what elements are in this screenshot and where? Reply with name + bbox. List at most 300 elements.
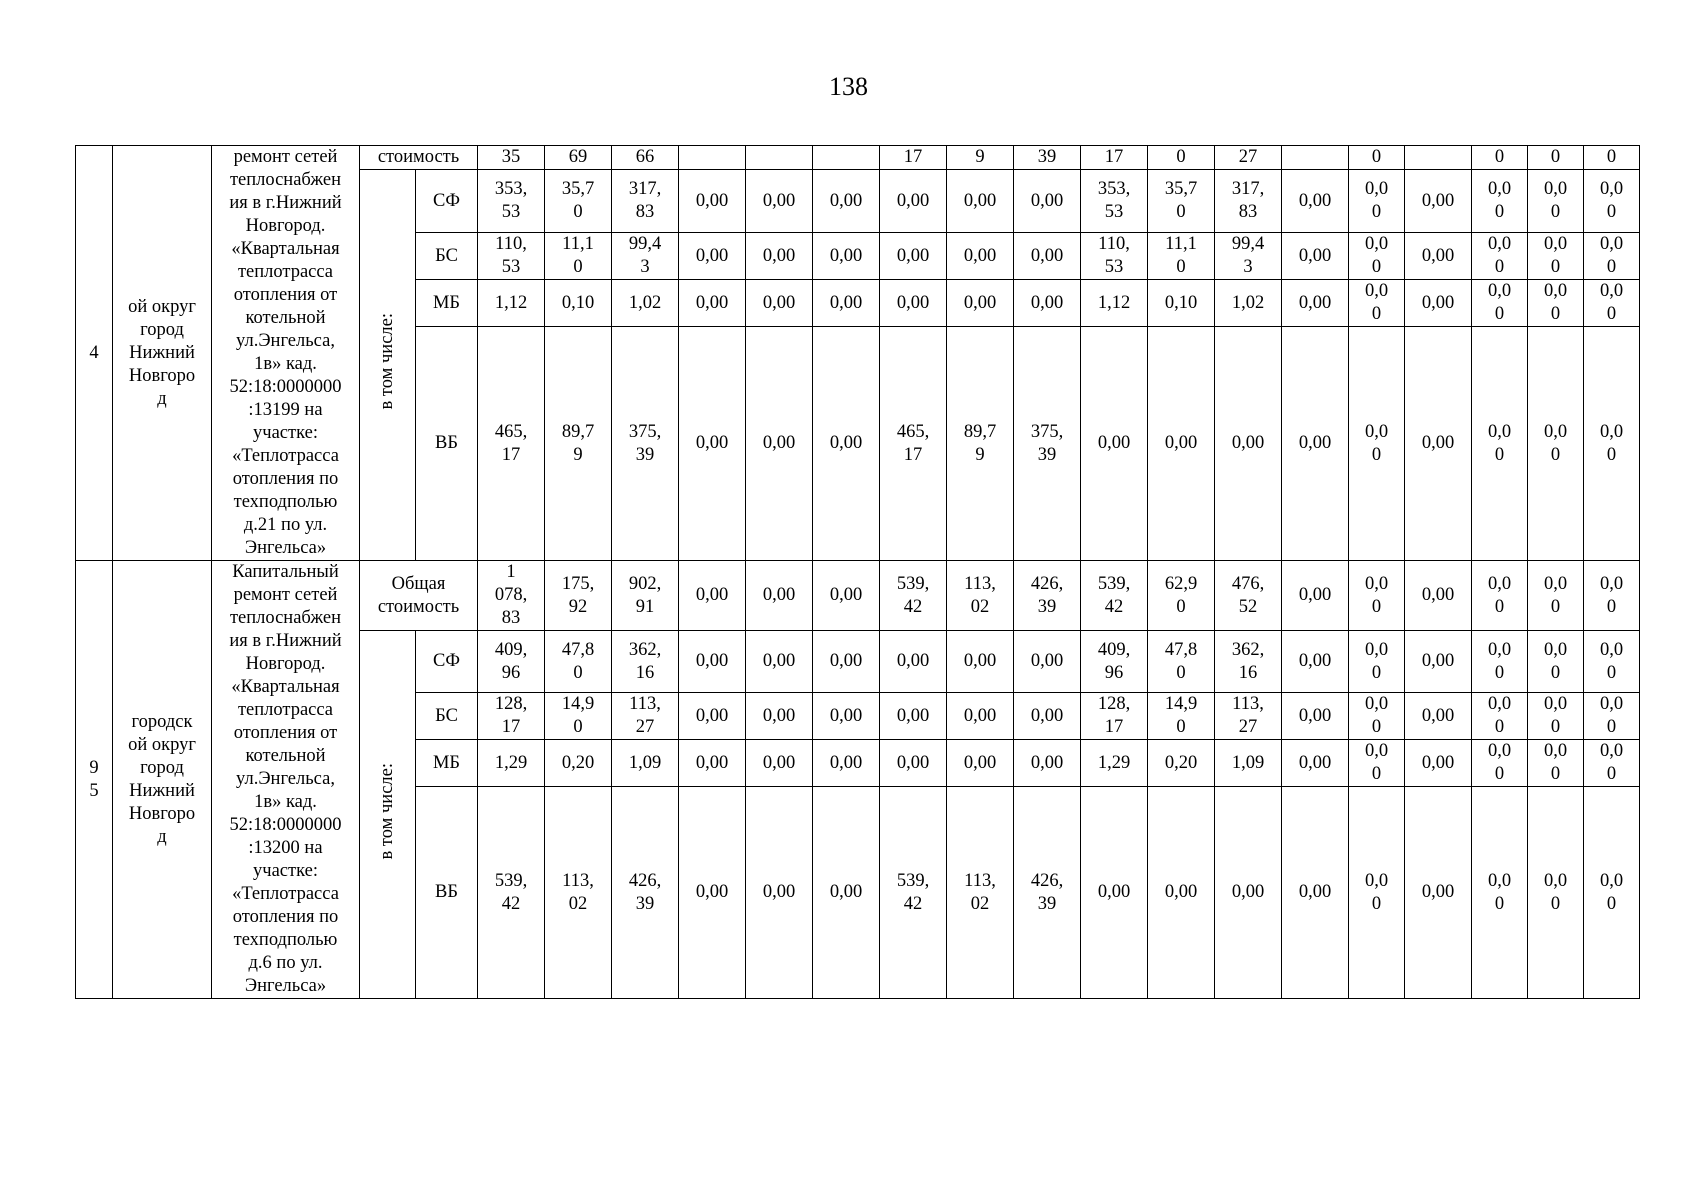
municipality-cell-line: город [140,757,184,778]
total-value-cell-line: 0,0 [1364,573,1389,594]
value-cell-line: 0,0 [1487,639,1512,660]
value-cell-line: 0 [573,257,583,277]
value-cell-line: 0,00 [1421,245,1455,266]
value-cell [1472,280,1528,327]
value-cell-line: 0,00 [829,705,863,726]
value-cell-line: 96 [501,662,521,683]
in-total-label-cell [360,170,416,561]
value-cell-line: 0,00 [695,292,729,313]
total-value-cell-line: 35 [501,147,521,167]
total-value-cell-line: 113, [964,573,996,594]
total-value-cell [679,146,746,170]
value-cell-line: 0 [1606,202,1617,222]
value-cell-line: 0,0 [1543,741,1568,761]
value-cell [1282,787,1349,999]
value-cell-line: 99,4 [628,234,662,254]
value-cell [478,233,545,280]
total-value-cell-line: 0,00 [829,585,863,605]
total-value-cell-line: 175, [561,573,595,594]
municipality-cell-line: Новгоро [128,365,196,386]
value-cell-line: 0,0 [1487,281,1512,301]
funding-source-code: МБ [416,740,478,787]
value-cell [679,787,746,999]
value-cell-line: 128, [494,694,528,714]
object-description-cell-line: :13199 на [248,400,323,420]
total-value-cell [612,561,679,631]
value-cell-line: 0,0 [1543,179,1568,199]
value-cell [746,631,813,693]
total-value-cell-line: 69 [568,147,588,167]
value-cell-line: 0,00 [1421,752,1455,773]
value-cell-line: 0,00 [762,433,796,453]
value-cell-line: 0,0 [1364,234,1389,254]
value-cell-line: 0,00 [695,705,729,726]
value-cell [1148,693,1215,740]
value-cell [947,327,1014,561]
value-cell-line: 17 [501,717,521,737]
value-cell [813,631,880,693]
object-description-cell-line: «Квартальная [231,677,340,697]
value-cell [679,740,746,787]
value-cell [1148,233,1215,280]
total-value-cell [746,561,813,631]
value-cell-line: 0 [1371,717,1382,737]
value-cell [545,631,612,693]
row-index-cell-line: 9 [89,757,99,778]
total-value-cell-line: 539, [896,573,930,594]
value-cell [1349,233,1405,280]
value-cell [478,787,545,999]
value-cell-line: 0,00 [695,190,729,211]
value-cell [478,327,545,561]
value-cell [1349,170,1405,233]
value-cell-line: 0 [1494,444,1505,465]
value-cell [1148,631,1215,693]
value-cell-line: 02 [970,893,990,914]
total-value-cell-line: 17 [903,147,923,167]
value-cell-line: 0,0 [1599,870,1624,891]
value-cell [1014,631,1081,693]
object-description-cell [212,146,360,561]
object-description-cell-line: 52:18:0000000 [229,815,342,835]
total-value-cell [545,561,612,631]
value-cell-line: 0,00 [829,752,863,773]
object-description-cell-line: ул.Энгельса, [236,769,335,789]
value-cell-line: 409, [1097,639,1131,660]
value-cell [679,233,746,280]
value-cell-line: 0,0 [1364,694,1389,714]
value-cell [1081,170,1148,233]
value-cell-line: 0,00 [896,705,930,726]
value-cell [1528,787,1584,999]
funding-source-code: ВБ [416,327,478,561]
object-description-cell-line: теплотрасса [237,700,334,720]
value-cell-line: 27 [635,717,655,737]
value-cell-line: 0 [1371,444,1382,465]
value-cell-line: 0,00 [762,245,796,266]
value-cell [1528,170,1584,233]
value-cell [478,693,545,740]
value-cell-line: 0,00 [1421,882,1455,902]
total-value-cell [1282,561,1349,631]
value-cell-line: 0,00 [1030,190,1064,211]
value-cell-line: 317, [1231,179,1265,199]
value-cell-line: 1,09 [628,752,662,773]
value-cell [746,327,813,561]
value-cell-line: 0 [573,202,583,222]
value-cell [1081,233,1148,280]
value-cell [1148,787,1215,999]
value-cell-line: 9 [573,444,583,465]
value-cell-line: 0,00 [1298,245,1332,266]
value-cell [1081,631,1148,693]
value-cell [880,740,947,787]
value-cell-line: 0 [1550,304,1561,324]
total-value-cell [1081,146,1148,170]
value-cell-line: 0,0 [1487,694,1512,714]
value-cell [813,327,880,561]
total-value-cell-line: 0 [1550,596,1561,617]
value-cell [1215,631,1282,693]
value-cell [746,787,813,999]
value-cell-line: 0 [1494,717,1505,737]
value-cell-line: 0 [1606,662,1617,683]
value-cell [1282,280,1349,327]
value-cell [746,170,813,233]
total-value-cell-line: 83 [501,608,521,628]
value-cell-line: 39 [635,444,655,465]
value-cell-line: 0,00 [762,752,796,773]
total-value-cell [478,561,545,631]
value-cell [612,170,679,233]
value-cell-line: 0,00 [762,882,796,902]
value-cell-line: 0,10 [561,292,595,313]
object-description-cell-line: Новгород. [245,654,326,674]
funding-source-code: СФ [416,631,478,693]
total-value-cell-line: 39 [1037,596,1057,617]
total-cost-label-line: стоимость [377,147,460,167]
total-value-cell [813,561,880,631]
value-cell [1405,280,1472,327]
value-cell-line: 0,00 [963,705,997,726]
value-cell-line: 0 [1606,257,1617,277]
value-cell-line: 1,09 [1231,752,1265,773]
value-cell-line: 0,00 [963,292,997,313]
value-cell-line: 1,02 [1231,292,1265,313]
value-cell-line: 0,00 [829,882,863,902]
funding-source-code: БС [416,233,478,280]
value-cell [880,170,947,233]
value-cell [1528,740,1584,787]
value-cell [1405,327,1472,561]
value-cell-line: 0,0 [1543,234,1568,254]
value-cell [1405,233,1472,280]
value-cell-line: 0,00 [695,245,729,266]
total-value-cell [947,146,1014,170]
value-cell-line: 47,8 [561,639,595,660]
total-cost-label-line: стоимость [377,596,460,617]
object-description-cell-line: отопления от [233,285,338,305]
funding-source-code: БС [416,693,478,740]
value-cell-line: 0 [1550,257,1561,277]
value-cell [1081,693,1148,740]
total-value-cell-line: 02 [970,596,990,617]
value-cell-line: 83 [1238,202,1258,222]
value-cell-line: 0 [1371,304,1382,324]
total-value-cell-line: 0 [1494,596,1505,617]
value-cell-line: 53 [501,202,521,222]
total-value-cell-line: 27 [1238,147,1258,167]
value-cell [1215,170,1282,233]
value-cell [1148,327,1215,561]
value-cell [478,170,545,233]
total-value-cell-line: 0,00 [1298,585,1332,605]
object-description-cell-line: Энгельса» [244,976,327,996]
total-value-cell-line: 539, [1097,573,1131,594]
value-cell-line: 0 [1606,444,1617,465]
value-cell [1472,233,1528,280]
value-cell-line: 113, [562,870,594,891]
value-cell-line: 0,00 [1421,292,1455,313]
value-cell-line: 0 [1371,764,1382,784]
value-cell-line: 3 [640,257,650,277]
value-cell-line: 0,0 [1364,421,1389,442]
object-description-cell-line: техподполью [233,492,338,512]
object-description-cell-line: «Теплотрасса [232,884,339,904]
value-cell-line: 0 [1606,717,1617,737]
value-cell-line: 0,0 [1543,639,1568,660]
value-cell [1282,327,1349,561]
value-cell [1528,327,1584,561]
total-value-cell [880,561,947,631]
value-cell [1014,787,1081,999]
value-cell [1349,327,1405,561]
total-value-cell-line: 476, [1231,573,1265,594]
total-value-cell [1081,561,1148,631]
value-cell [813,787,880,999]
total-value-cell [746,146,813,170]
value-cell-line: 113, [629,694,661,714]
value-cell [880,233,947,280]
value-cell-line: 0,00 [896,190,930,211]
value-cell-line: 0,00 [1231,882,1265,902]
total-value-cell [1014,146,1081,170]
total-cost-label [360,146,478,170]
total-value-cell-line: 902, [628,573,662,594]
object-description-cell-line: «Квартальная [231,239,340,259]
total-value-cell [1405,561,1472,631]
value-cell-line: 353, [1097,179,1131,199]
total-cost-label-line: Общая [391,573,446,594]
page-number: 138 [829,72,868,101]
total-value-cell-line: 52 [1238,596,1258,617]
object-description-cell-line: 52:18:0000000 [229,377,342,397]
value-cell-line: 0,00 [1421,190,1455,211]
value-cell [679,693,746,740]
row-index-cell [76,561,113,999]
value-cell [545,170,612,233]
value-cell [1148,280,1215,327]
object-description-cell-line: 1в» кад. [254,792,317,812]
row-index-cell [76,146,113,561]
value-cell-line: 53 [1104,257,1124,277]
object-description-cell-line: Энгельса» [244,538,327,558]
value-cell [1528,693,1584,740]
object-description-cell-line: 1в» кад. [254,354,317,374]
value-cell-line: 96 [1104,662,1124,683]
total-value-cell-line: 0 [1494,147,1505,167]
value-cell [1472,740,1528,787]
object-description-cell [212,561,360,999]
value-cell [947,740,1014,787]
total-value-cell-line: 39 [1037,147,1057,167]
value-cell [746,693,813,740]
value-cell [1472,693,1528,740]
value-cell-line: 0 [1550,764,1561,784]
value-cell [1081,327,1148,561]
value-cell [545,233,612,280]
value-cell [1215,233,1282,280]
value-cell-line: 17 [903,444,923,465]
value-cell-line: 16 [635,662,655,683]
value-cell-line: 0,00 [896,651,930,671]
value-cell-line: 0 [1550,662,1561,683]
value-cell-line: 14,9 [1164,694,1198,714]
value-cell-line: 0,00 [1231,433,1265,453]
value-cell [1282,170,1349,233]
object-description-cell-line: :13200 на [248,838,323,858]
value-cell-line: 99,4 [1231,234,1265,254]
object-description-cell-line: Новгород. [245,216,326,236]
value-cell-line: 0,0 [1543,694,1568,714]
object-description-cell-line: д.6 по ул. [248,953,323,973]
value-cell-line: 0,00 [829,433,863,453]
in-total-label: в том числе: [377,762,397,860]
municipality-cell-line: город [140,319,184,340]
value-cell-line: 42 [501,893,521,914]
object-description-cell-line: теплоснабжен [229,170,342,190]
value-cell-line: 0 [1606,304,1617,324]
value-cell-line: 409, [494,639,528,660]
total-value-cell [1282,146,1349,170]
value-cell-line: 53 [501,257,521,277]
value-cell-line: 0,00 [762,190,796,211]
value-cell-line: 113, [1232,694,1264,714]
value-cell-line: 0,0 [1487,421,1512,442]
value-cell-line: 317, [628,179,662,199]
municipality-cell-line: ой округ [128,734,196,755]
value-cell-line: 89,7 [963,421,997,442]
value-cell-line: 539, [896,870,930,891]
value-cell [1528,233,1584,280]
value-cell [679,327,746,561]
value-cell-line: 0,00 [1030,292,1064,313]
funding-source-code: МБ [416,280,478,327]
object-description-cell-line: теплоснабжен [229,608,342,628]
value-cell [1349,693,1405,740]
total-value-cell-line: 0 [1606,596,1617,617]
value-cell [679,170,746,233]
value-cell-line: 0 [1550,202,1561,222]
value-cell-line: 0,0 [1599,741,1624,761]
value-cell-line: 0,00 [829,190,863,211]
value-cell-line: 0 [1371,893,1382,914]
total-value-cell-line: 426, [1030,573,1064,594]
value-cell [1014,170,1081,233]
value-cell [1014,233,1081,280]
value-cell-line: 35,7 [1164,179,1198,199]
total-value-cell-line: 078, [494,585,528,605]
value-cell [545,327,612,561]
total-value-cell [1528,146,1584,170]
value-cell-line: 0,00 [896,245,930,266]
value-cell [1472,170,1528,233]
value-cell [1584,740,1640,787]
object-description-cell-line: отопления от [233,723,338,743]
value-cell-line: 17 [501,444,521,465]
value-cell-line: 1,02 [628,292,662,313]
value-cell-line: 0,00 [963,651,997,671]
value-cell [1148,170,1215,233]
value-cell-line: 0,00 [829,292,863,313]
municipality-cell-line: д [157,388,167,409]
value-cell [612,631,679,693]
total-value-cell [1148,146,1215,170]
value-cell [612,787,679,999]
total-value-cell-line: 66 [635,147,655,167]
value-cell [1282,693,1349,740]
value-cell-line: 539, [494,870,528,891]
value-cell-line: 0,00 [695,433,729,453]
value-cell [947,787,1014,999]
value-cell [813,280,880,327]
object-description-cell-line: участке: [253,423,318,443]
value-cell-line: 0,00 [1298,433,1332,453]
value-cell-line: 0,20 [561,752,595,773]
value-cell [1014,280,1081,327]
value-cell [1282,233,1349,280]
value-cell-line: 0 [1494,304,1505,324]
in-total-label-cell [360,631,416,999]
value-cell [746,233,813,280]
value-cell [1215,740,1282,787]
value-cell-line: 3 [1243,257,1253,277]
value-cell-line: 0,00 [762,651,796,671]
value-cell [1472,787,1528,999]
value-cell [813,693,880,740]
value-cell-line: 0,00 [1097,882,1131,902]
value-cell [947,631,1014,693]
value-cell-line: 1,29 [494,752,528,773]
value-cell [612,233,679,280]
value-cell-line: 14,9 [561,694,595,714]
value-cell [1405,631,1472,693]
value-cell [478,740,545,787]
value-cell [1349,787,1405,999]
value-cell [1081,787,1148,999]
value-cell [813,170,880,233]
value-cell [1472,631,1528,693]
value-cell-line: 0,0 [1487,870,1512,891]
value-cell-line: 53 [1104,202,1124,222]
value-cell [1584,787,1640,999]
value-cell-line: 0,00 [1298,705,1332,726]
value-cell-line: 35,7 [561,179,595,199]
municipality-cell-line: Нижний [129,780,195,801]
object-description-cell-line: Капитальный [232,562,339,582]
value-cell [880,327,947,561]
value-cell [947,233,1014,280]
